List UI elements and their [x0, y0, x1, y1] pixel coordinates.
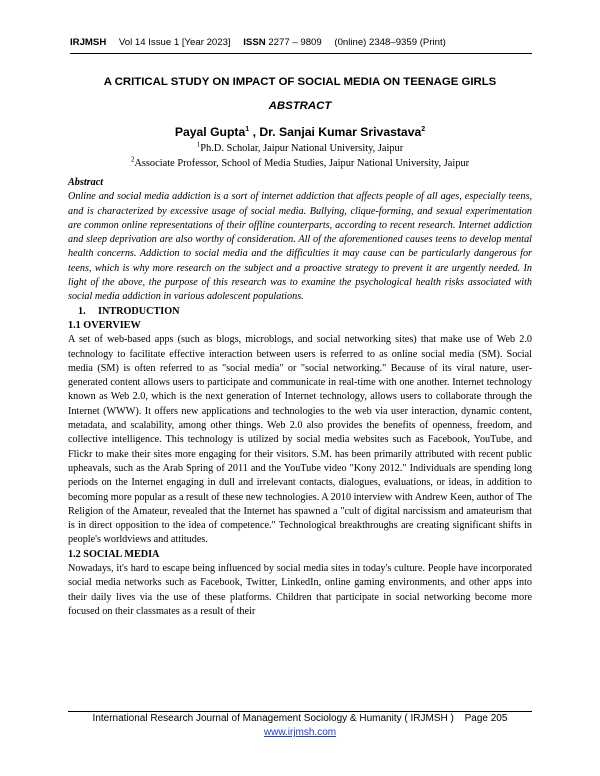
- overview-paragraph: A set of web-based apps (such as blogs, microblogs, and social networking sites) that make use of Web 2.0 technology to facilitate effective interaction between users is referred to as online social media (SM). Social media (SM) is often referred to as "social media" or "social networking." Because of its viral nature, user-generated content allows users to participate and communicate in real-time with one another. Internet technology known as Web 2.0, which is the next generation of Internet technology, allows users to collaborate through the Internet (WWW). It offers new applications and technologies to the web via user interaction, dynamic content, metadata, and scalability, among other things. Web 2.0 also provides the benefits of openness, freedom, and collective intelligence. This technology is utilized by social media websites such as Facebook, YouTube, and Flickr to make their sites more engaging for their visitors. S.M. has been primarily attributed with recent public upheavals, such as the Arab Spring of 2011 and the YouTube video "Kony 2012." Individuals are spending long periods on the Internet engaging in dull and irrelevant contacts, dialogues, evaluations, or ideas, in addition to becoming more popular as a result of these new technologies. A 2010 interview with Andrew Keen, author of The Religion of the Amateur, revealed that the Internet has spawned a "cult of digital narcissism and amateurism that is in direct opposition to the idea of competence." Technological breakthroughs are creating significant shifts in people's worldviews and attitudes.: [68, 334, 532, 546]
- journal-url-link[interactable]: www.irjmsh.com: [263, 727, 337, 738]
- author-2: Dr. Sanjai Kumar Srivastava: [259, 125, 422, 139]
- affiliation-2: [68, 155, 532, 169]
- footer-journal-name: International Research Journal of Management Sociology & Humanity ( IRJMSH ): [92, 713, 454, 724]
- abstract-text: Online and social media addiction is a sort of internet addiction that affects people of all ages, especially teens, and is characterized by excessive usage of social media. Bullying, clique-forming, and sexual experimentation are common online representations of their offline counterparts, according to recent research. Internet addiction and sleep deprivation are also worthy of consideration. All of the aforementioned causes teens to develop mental health concerns. Addiction to social media and the difficulties it may cause can be particularly dangerous for teens, which is why more research on the subject and a proactive strategy to prevent it are urgently needed. In light of the above, the purpose of this research was to examine the psychological health risks associated with social media addiction in various adolescent populations.: [68, 191, 532, 303]
- issn-online-print: (0nline) 2348–9359 (Print): [334, 37, 446, 48]
- running-footer: [68, 713, 532, 724]
- section-title: INTRODUCTION: [98, 305, 180, 317]
- affiliation-1: [68, 140, 532, 154]
- section-number: 1.: [78, 305, 86, 317]
- issn-number: 2277 – 9809: [268, 37, 322, 48]
- page-number: Page 205: [464, 713, 508, 724]
- paper-body: [68, 176, 532, 619]
- footer-divider: [68, 711, 532, 712]
- author-1: Payal Gupta: [174, 125, 246, 139]
- author-line: [68, 125, 532, 139]
- author-1-marker: 1: [245, 125, 250, 133]
- abstract-label: Abstract: [68, 177, 104, 188]
- subsection-heading-overview: 1.1 OVERVIEW: [68, 319, 141, 331]
- running-header: [70, 37, 530, 48]
- section-heading-introduction: [68, 305, 532, 319]
- social-media-paragraph: Nowadays, it's hard to escape being influenced by social media sites in today's culture. People have incorporated social media networks such as Facebook, Twitter, LinkedIn, online gaming environments, and other apps into their daily lives via the use of these platforms. Children that participate in social networking become more focused on their classmates as a result of their: [68, 563, 532, 617]
- author-2-marker: 2: [421, 125, 426, 133]
- author-separator: ,: [249, 125, 260, 139]
- paper-title: A CRITICAL STUDY ON IMPACT OF SOCIAL MEDIA ON TEENAGE GIRLS: [103, 76, 497, 88]
- affiliation-1-text: Ph.D. Scholar, Jaipur National University, Jaipur: [200, 143, 404, 154]
- affiliation-1-marker: 1: [196, 140, 201, 149]
- volume-info: Vol 14 Issue 1 [Year 2023]: [118, 37, 231, 48]
- affiliation-2-text: Associate Professor, School of Media Studies, Jaipur National University, Jaipur: [134, 158, 470, 169]
- affiliation-2-marker: 2: [130, 155, 135, 164]
- issn-label: ISSN: [243, 37, 266, 48]
- abstract-heading: ABSTRACT: [268, 100, 332, 112]
- journal-abbrev: IRJMSH: [70, 37, 107, 48]
- header-divider: [70, 53, 532, 54]
- subsection-heading-social-media: 1.2 SOCIAL MEDIA: [68, 548, 160, 560]
